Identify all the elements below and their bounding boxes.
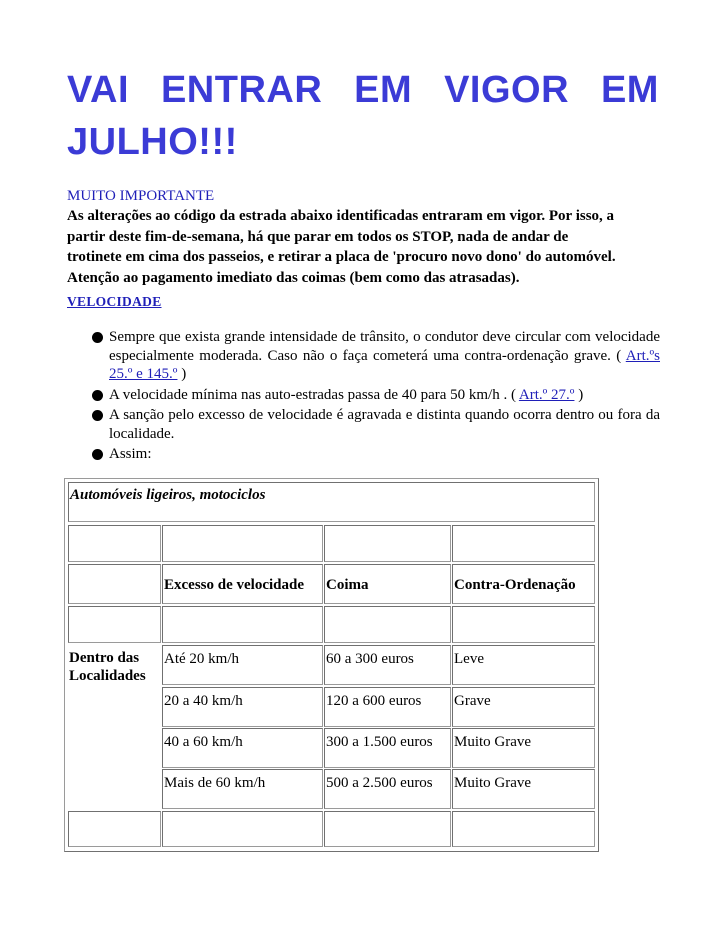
- table-cell: 60 a 300 euros: [324, 645, 451, 685]
- table-cell: Mais de 60 km/h: [162, 769, 323, 809]
- table-cell: 120 a 600 euros: [324, 687, 451, 727]
- table-cell-empty: [68, 564, 161, 604]
- title-word: EM: [354, 69, 413, 111]
- bullet-text: A sanção pelo excesso de velocidade é agravada e distinta quando ocorra dentro ou fora da localidade.: [109, 407, 660, 442]
- bullet-icon: [92, 410, 103, 421]
- bullet-icon: [92, 449, 103, 460]
- bullet-icon: [92, 332, 103, 343]
- bullet-text-after: ): [181, 366, 187, 382]
- table-cell: 500 a 2.500 euros: [324, 769, 451, 809]
- bullet-text-after: ): [578, 386, 584, 403]
- speed-fines-table: [64, 478, 599, 852]
- subtitle: MUITO IMPORTANTE: [67, 188, 215, 204]
- bullet-icon: [92, 390, 103, 401]
- table-cell: 40 a 60 km/h: [162, 728, 323, 768]
- bullet-text: Sempre que exista grande intensidade de trânsito, o condutor deve circular com velocidade especialmente moderada. Caso não o faça cometerá uma contra-ordenação grave. (: [109, 329, 660, 364]
- table-cell-empty: [162, 525, 323, 562]
- bullet-text: Assim:: [109, 446, 152, 462]
- table-cell-empty: [452, 606, 595, 643]
- table-caption: Automóveis ligeiros, motociclos: [68, 482, 595, 522]
- article-link[interactable]: Art.º 27.º: [518, 386, 575, 403]
- list-item: [92, 406, 660, 443]
- table-cell-empty: [68, 606, 161, 643]
- table-header: Excesso de velocidade: [162, 564, 323, 604]
- group-label-dentro-localidades: Dentro das Localidades: [69, 650, 146, 684]
- section-heading-velocidade[interactable]: VELOCIDADE: [67, 294, 162, 309]
- table-cell-empty: [162, 606, 323, 643]
- table-cell-empty: [452, 811, 595, 847]
- intro-line: Atenção ao pagamento imediato das coimas (bem como das atrasadas).: [67, 269, 520, 286]
- table-cell-empty: [68, 525, 161, 562]
- table-cell: Até 20 km/h: [162, 645, 323, 685]
- intro-line: As alterações ao código da estrada abaixo identificadas entraram em vigor. Por isso, a: [67, 208, 615, 224]
- table-cell-empty: [162, 811, 323, 847]
- table-cell-empty: [324, 525, 451, 562]
- table-cell: Muito Grave: [452, 728, 595, 768]
- bullet-text: A velocidade mínima nas auto-estradas passa de 40 para 50 km/h . (: [109, 386, 516, 403]
- list-item: [92, 386, 660, 405]
- table-cell: 300 a 1.500 euros: [324, 728, 451, 768]
- table-cell: 20 a 40 km/h: [162, 687, 323, 727]
- table-cell: Grave: [452, 687, 595, 727]
- table-cell: Leve: [452, 645, 595, 685]
- title-word: VIGOR: [444, 69, 570, 111]
- table-cell-empty: [324, 606, 451, 643]
- table-cell-empty: [452, 525, 595, 562]
- title-word: VAI: [67, 69, 130, 111]
- intro-paragraph: [67, 206, 663, 288]
- title-word: EM: [600, 69, 659, 111]
- title-word: ENTRAR: [160, 69, 323, 111]
- list-item: [92, 445, 660, 464]
- table-cell: Muito Grave: [452, 769, 595, 809]
- page-title: [67, 64, 659, 168]
- table-header: Contra-Ordenação: [452, 564, 595, 604]
- table-cell-empty: [324, 811, 451, 847]
- intro-line: partir deste fim-de-semana, há que parar em todos os STOP, nada de andar de: [67, 228, 569, 245]
- title-line-2: JULHO!!!: [67, 121, 238, 163]
- bullet-list: [92, 328, 660, 466]
- article-link[interactable]: Art.ºs 25.º e 145.º: [109, 347, 660, 382]
- intro-line: trotinete em cima dos passeios, e retirar a placa de 'procuro novo dono' do automóvel.: [67, 249, 616, 265]
- list-item: [92, 328, 660, 384]
- table-header: Coima: [324, 564, 451, 604]
- table-cell-empty: [68, 811, 161, 847]
